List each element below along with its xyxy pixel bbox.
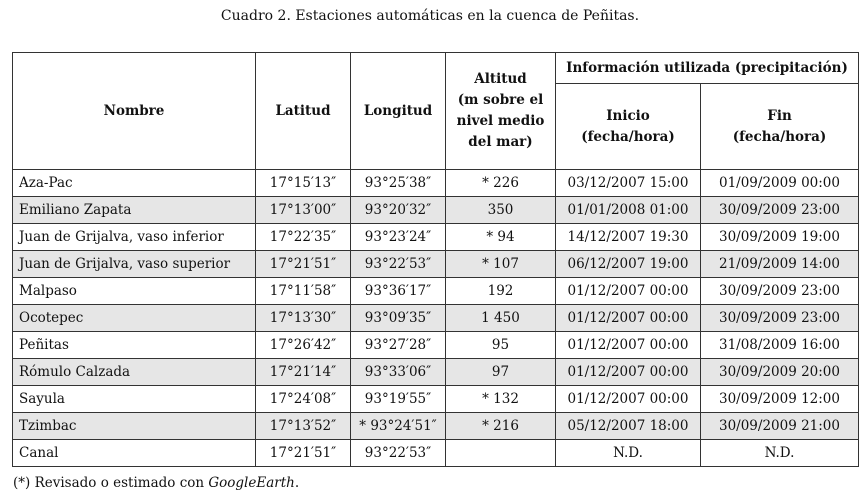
- cell-altitud: 1 450: [446, 305, 556, 332]
- cell-altitud: * 132: [446, 386, 556, 413]
- cell-fin: 30/09/2009 21:00: [701, 413, 859, 440]
- header-altitud-line: Altitud: [474, 71, 527, 87]
- cell-altitud: * 226: [446, 170, 556, 197]
- cell-latitud: 17°26′42″: [256, 332, 351, 359]
- cell-longitud: 93°27′28″: [351, 332, 446, 359]
- stations-table: [12, 52, 859, 467]
- table-caption: Cuadro 2. Estaciones automáticas en la cuenca de Peñitas.: [220, 8, 640, 24]
- cell-longitud: 93°25′38″: [351, 170, 446, 197]
- table-row: [13, 224, 859, 251]
- header-fin-line: Fin: [767, 107, 792, 124]
- cell-altitud: 95: [446, 332, 556, 359]
- cell-altitud: * 216: [446, 413, 556, 440]
- cell-longitud: 93°20′32″: [351, 197, 446, 224]
- cell-latitud: 17°15′13″: [256, 170, 351, 197]
- cell-longitud: 93°09′35″: [351, 305, 446, 332]
- cell-fin: 31/08/2009 16:00: [701, 332, 859, 359]
- cell-inicio: 01/01/2008 01:00: [556, 197, 701, 224]
- cell-fin: 30/09/2009 12:00: [701, 386, 859, 413]
- table-row: [13, 359, 859, 386]
- cell-nombre: Sayula: [13, 386, 256, 413]
- header-inicio: [556, 84, 701, 170]
- cell-fin: 30/09/2009 23:00: [701, 197, 859, 224]
- cell-fin: 30/09/2009 20:00: [701, 359, 859, 386]
- cell-nombre: Emiliano Zapata: [13, 197, 256, 224]
- header-nombre: Nombre: [13, 53, 256, 170]
- footnote-end: .: [294, 475, 300, 491]
- cell-nombre: Aza-Pac: [13, 170, 256, 197]
- table-row: [13, 440, 859, 467]
- footnote-source: GoogleEarth: [208, 475, 295, 491]
- cell-altitud: 192: [446, 278, 556, 305]
- cell-nombre: Ocotepec: [13, 305, 256, 332]
- header-latitud: Latitud: [256, 53, 351, 170]
- cell-inicio: 01/12/2007 00:00: [556, 386, 701, 413]
- header-fin: [701, 84, 859, 170]
- table-row: [13, 413, 859, 440]
- cell-inicio: 03/12/2007 15:00: [556, 170, 701, 197]
- cell-longitud: 93°23′24″: [351, 224, 446, 251]
- cell-inicio: 01/12/2007 00:00: [556, 332, 701, 359]
- cell-inicio: 01/12/2007 00:00: [556, 359, 701, 386]
- footnote: [13, 475, 299, 491]
- table-row: [13, 170, 859, 197]
- cell-longitud: 93°36′17″: [351, 278, 446, 305]
- cell-fin: 01/09/2009 00:00: [701, 170, 859, 197]
- table-row: [13, 278, 859, 305]
- header-informacion: Información utilizada (precipitación): [556, 53, 859, 84]
- cell-latitud: 17°21′14″: [256, 359, 351, 386]
- cell-nombre: Rómulo Calzada: [13, 359, 256, 386]
- table-row: [13, 386, 859, 413]
- cell-nombre: Juan de Grijalva, vaso inferior: [13, 224, 256, 251]
- cell-inicio: N.D.: [556, 440, 701, 467]
- cell-latitud: 17°11′58″: [256, 278, 351, 305]
- cell-inicio: 05/12/2007 18:00: [556, 413, 701, 440]
- cell-nombre: Malpaso: [13, 278, 256, 305]
- cell-latitud: 17°24′08″: [256, 386, 351, 413]
- cell-nombre: Canal: [13, 440, 256, 467]
- table-body: [13, 170, 859, 467]
- cell-nombre: Juan de Grijalva, vaso superior: [13, 251, 256, 278]
- table-row: [13, 305, 859, 332]
- cell-longitud: 93°19′55″: [351, 386, 446, 413]
- table-row: [13, 251, 859, 278]
- cell-altitud: * 107: [446, 251, 556, 278]
- cell-fin: 30/09/2009 23:00: [701, 305, 859, 332]
- cell-altitud: 97: [446, 359, 556, 386]
- header-altitud-line: (m sobre el: [457, 92, 544, 108]
- table-row: [13, 197, 859, 224]
- cell-longitud: 93°22′53″: [351, 251, 446, 278]
- cell-fin: 30/09/2009 23:00: [701, 278, 859, 305]
- cell-fin: 30/09/2009 19:00: [701, 224, 859, 251]
- cell-altitud: * 94: [446, 224, 556, 251]
- cell-fin: 21/09/2009 14:00: [701, 251, 859, 278]
- cell-nombre: Tzimbac: [13, 413, 256, 440]
- cell-inicio: 01/12/2007 00:00: [556, 305, 701, 332]
- cell-latitud: 17°13′30″: [256, 305, 351, 332]
- header-altitud: [446, 53, 556, 170]
- header-altitud-line: nivel medio: [456, 113, 545, 129]
- header-longitud: Longitud: [351, 53, 446, 170]
- cell-fin: N.D.: [701, 440, 859, 467]
- cell-latitud: 17°21′51″: [256, 251, 351, 278]
- table-row: [13, 332, 859, 359]
- header-inicio-line: (fecha/hora): [581, 128, 675, 145]
- cell-inicio: 06/12/2007 19:00: [556, 251, 701, 278]
- cell-altitud: [446, 440, 556, 467]
- cell-latitud: 17°22′35″: [256, 224, 351, 251]
- cell-altitud: 350: [446, 197, 556, 224]
- header-altitud-line: del mar): [468, 134, 533, 150]
- cell-latitud: 17°13′52″: [256, 413, 351, 440]
- cell-nombre: Peñitas: [13, 332, 256, 359]
- cell-latitud: 17°13′00″: [256, 197, 351, 224]
- cell-inicio: 14/12/2007 19:30: [556, 224, 701, 251]
- footnote-text: (*) Revisado o estimado con: [13, 475, 209, 491]
- cell-longitud: * 93°24′51″: [351, 413, 446, 440]
- cell-longitud: 93°33′06″: [351, 359, 446, 386]
- cell-latitud: 17°21′51″: [256, 440, 351, 467]
- header-inicio-line: Inicio: [606, 107, 650, 124]
- cell-longitud: 93°22′53″: [351, 440, 446, 467]
- header-fin-line: (fecha/hora): [732, 128, 827, 145]
- cell-inicio: 01/12/2007 00:00: [556, 278, 701, 305]
